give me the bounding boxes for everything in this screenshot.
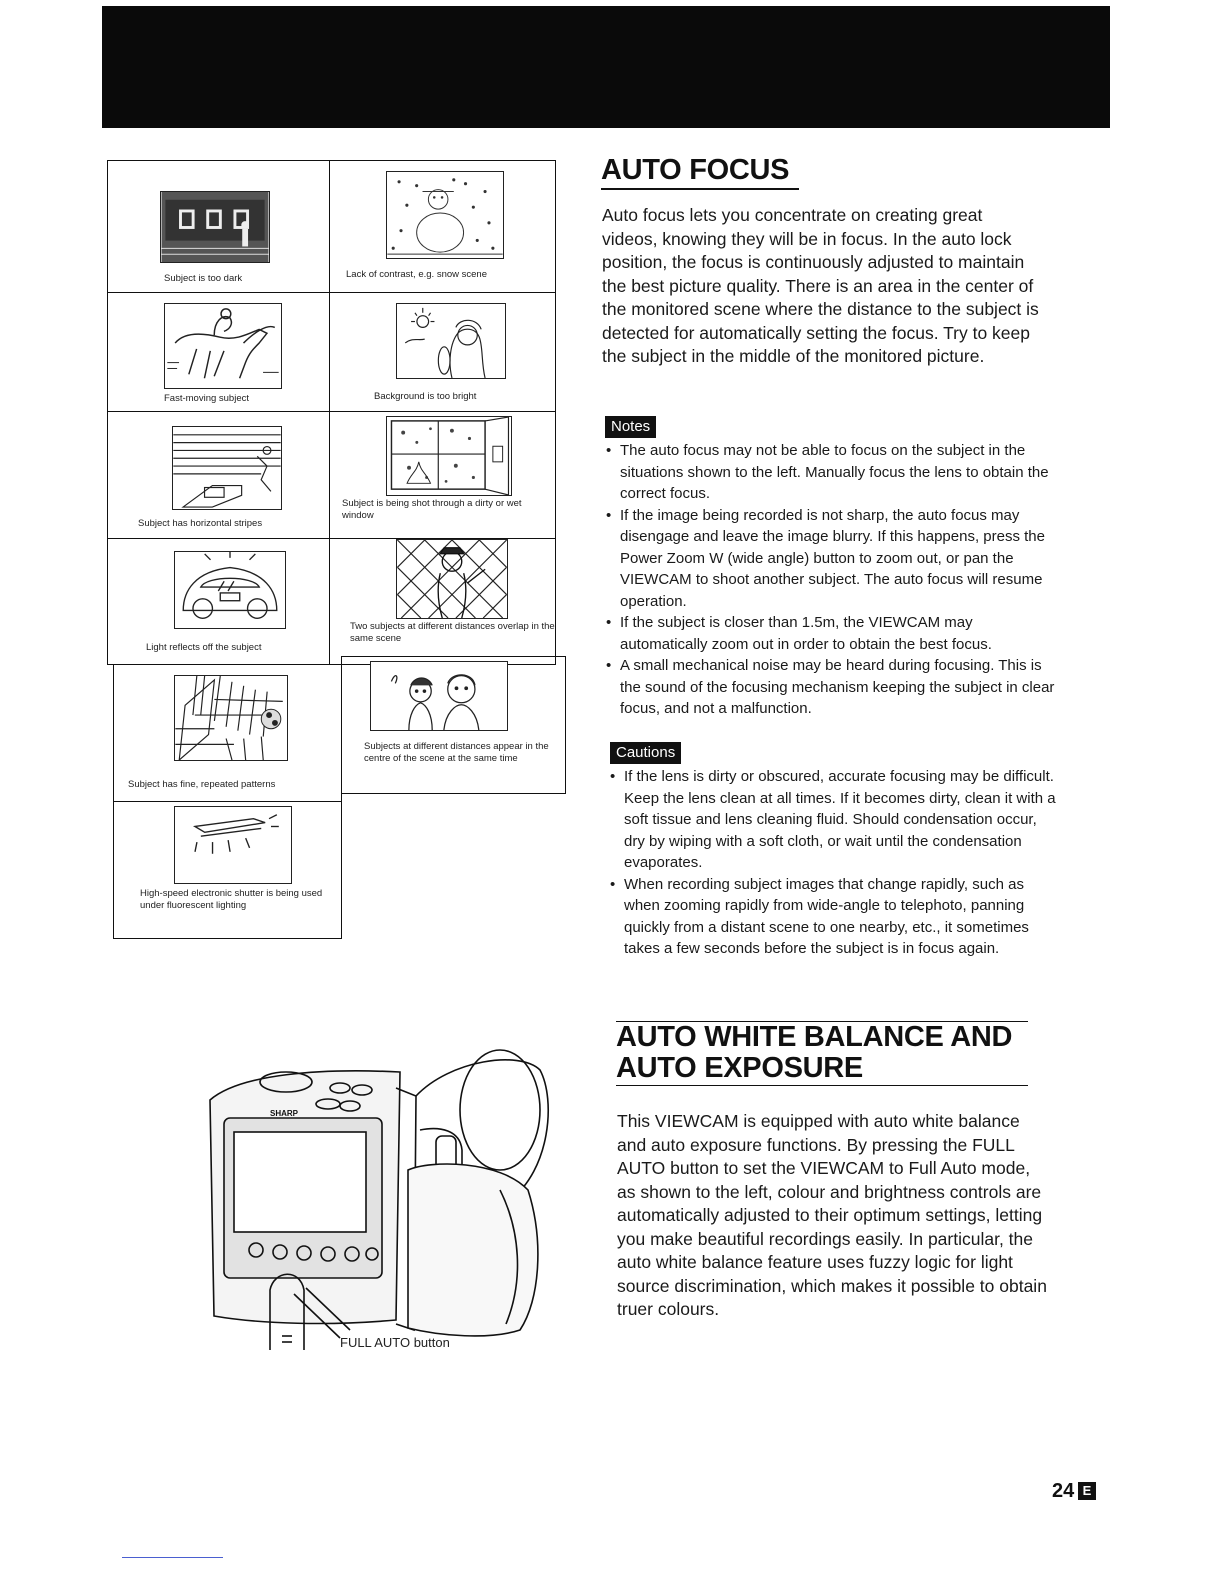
situation-caption: Subject has fine, repeated patterns: [128, 779, 276, 790]
caution-item: • When recording subject images that change rapidly, such as when zooming rapidly from wide-angle to telephoto, panning quickly from a distant scene to one nearby, etc., it sometimes takes a few seconds before the subject is in focus again.: [610, 874, 1056, 960]
situation-cell-3: [107, 292, 330, 412]
footer-rule: [122, 1557, 223, 1558]
situation-cell-11: [113, 801, 342, 939]
situation-cell-10: [341, 656, 566, 794]
situation-cell-8: [329, 538, 556, 665]
awb-heading-line1: AUTO WHITE BALANCE AND: [616, 1021, 1013, 1053]
auto-focus-heading-rule: [601, 188, 799, 190]
cautions-label: Cautions: [610, 742, 681, 764]
header-rule: [102, 116, 1110, 128]
fence-overlap-icon: [396, 539, 508, 619]
awb-heading-line2: AUTO EXPOSURE: [616, 1052, 863, 1084]
caution-item: • If the lens is dirty or obscured, accurate focusing may be difficult. Keep the lens clean at all times. If it becomes dirty, clean it with a soft tissue and lens cleaning fluid. Should condensation occur, dry by wiping with a soft cloth, or wait until the condensation evaporates.: [610, 766, 1056, 874]
note-item: • The auto focus may not be able to focus on the subject in the situations shown to the left. Manually focus the lens to obtain the correct focus.: [606, 440, 1056, 505]
children-icon: [370, 661, 508, 731]
note-item: • A small mechanical noise may be heard during focusing. This is the sound of the focusing mechanism keeping the subject in clear focus, and not a malfunction.: [606, 655, 1056, 720]
situation-caption: High-speed electronic shutter is being used under fluorescent lighting: [140, 888, 323, 911]
situation-cell-1: [107, 160, 330, 293]
notes-label: Notes: [605, 416, 656, 438]
notes-list: [606, 440, 1056, 720]
cautions-list: [610, 766, 1056, 960]
situation-caption: Background is too bright: [374, 391, 477, 402]
situation-cell-2: [329, 160, 556, 293]
situation-caption: Light reflects off the subject: [146, 642, 262, 653]
camera-brand-label: SHARP: [270, 1109, 299, 1118]
awb-text: This VIEWCAM is equipped with auto white balance and auto exposure functions. By pressing the FULL AUTO button to set the VIEWCAM to Full Auto mode, as shown to the left, colour and brightness controls are automatically adjusted to their optimum settings, letting you make beautiful recordings easily. In particular, the auto white balance feature uses fuzzy logic for light source discrimination, which makes it possible to obtain truer colours.: [617, 1111, 1047, 1319]
shiny-car-icon: [174, 551, 286, 629]
header-banner: [102, 6, 1110, 118]
situation-cell-9: [113, 664, 342, 802]
situation-cell-5: [107, 411, 330, 539]
situation-caption: Subject has horizontal stripes: [138, 518, 263, 529]
brick-pattern-icon: [174, 675, 288, 761]
language-mark: E: [1078, 1482, 1096, 1500]
snowman-icon: [386, 171, 504, 259]
auto-focus-intro: Auto focus lets you concentrate on creating great videos, knowing they will be in focus. In the auto lock position, the focus is continuously adjusted to maintain the best picture quality. There is an area in the center of the monitored scene where the distance to the subject is detected for automatically setting the focus. Try to keep the subject in the middle of the monitored picture.: [602, 205, 1039, 366]
situation-caption: Lack of contrast, e.g. snow scene: [346, 269, 487, 280]
dirty-window-icon: [386, 416, 512, 496]
situation-caption: Fast-moving subject: [164, 393, 250, 404]
page-number: 24: [1052, 1480, 1075, 1502]
full-auto-button-caption: FULL AUTO button: [340, 1335, 450, 1350]
horse-rider-icon: [164, 303, 282, 389]
situation-caption: Subjects at different distances appear in the centre of the scene at the same time: [364, 741, 549, 764]
striped-subject-icon: [172, 426, 282, 510]
situation-cell-7: [107, 538, 330, 665]
note-item: • If the subject is closer than 1.5m, the VIEWCAM may automatically zoom out in order to obtain the best focus.: [606, 612, 1056, 655]
fluorescent-lamp-icon: [174, 806, 292, 884]
auto-focus-heading: AUTO FOCUS: [601, 154, 790, 186]
camera-illustration: [200, 1040, 560, 1370]
dark-room-icon: [160, 191, 270, 263]
note-item: • If the image being recorded is not sharp, the auto focus may disengage and leave the image blurry. If this happens, press the Power Zoom W (wide angle) button to zoom out, or pan the VIEWCAM to shoot another subject. The auto focus will resume operation.: [606, 505, 1056, 613]
situation-caption: Subject is being shot through a dirty or wet window: [342, 498, 522, 521]
awb-bottom-rule: [616, 1085, 1028, 1086]
bright-background-icon: [396, 303, 506, 379]
situation-caption: Subject is too dark: [164, 273, 243, 284]
situation-cell-6: [329, 411, 556, 539]
situation-cell-4: [329, 292, 556, 412]
situation-caption: Two subjects at different distances overlap in the same scene: [350, 621, 555, 644]
